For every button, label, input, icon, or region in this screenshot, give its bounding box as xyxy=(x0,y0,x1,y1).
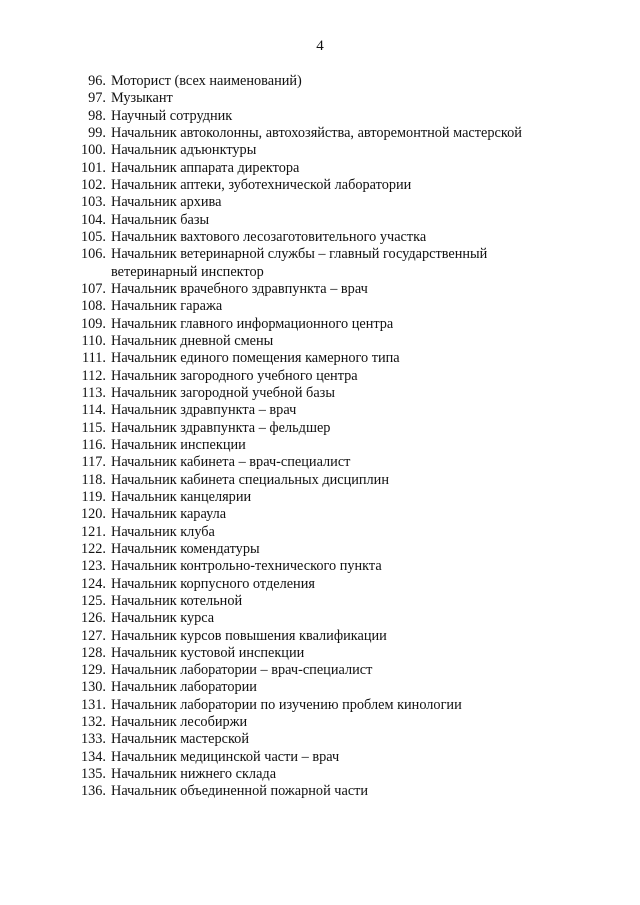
item-text xyxy=(106,229,426,246)
item-text-line: Начальник медицинской части – врач xyxy=(111,748,340,765)
item-number: 114. xyxy=(81,402,106,419)
item-text-line: Начальник загородного учебного центра xyxy=(111,367,358,384)
list-item xyxy=(74,731,614,748)
item-number: 129. xyxy=(80,662,106,679)
item-number: 133. xyxy=(80,731,106,748)
item-number: 132. xyxy=(80,714,106,731)
item-text xyxy=(106,766,276,783)
item-number: 130. xyxy=(80,679,106,696)
list-item xyxy=(74,316,614,333)
item-number: 99. xyxy=(88,124,106,141)
list-item xyxy=(74,229,614,246)
list-item xyxy=(74,73,614,90)
item-text-line: Начальник здравпункта – фельдшер xyxy=(111,419,331,436)
item-text xyxy=(106,541,260,558)
item-text-line: Начальник адъюнктуры xyxy=(111,142,257,159)
item-text xyxy=(106,125,522,142)
item-text xyxy=(106,749,339,766)
item-text-line: Начальник кустовой инспекции xyxy=(111,644,305,661)
list-item xyxy=(74,246,614,281)
item-number: 128. xyxy=(80,644,106,661)
item-text-line: Начальник лаборатории по изучению проблем кинологии xyxy=(111,696,462,713)
item-number: 120. xyxy=(80,506,106,523)
list-item xyxy=(74,679,614,696)
item-text xyxy=(106,610,214,627)
item-number: 103. xyxy=(80,194,106,211)
item-text xyxy=(106,368,358,385)
item-text xyxy=(106,281,368,298)
item-text-line: Начальник врачебного здравпункта – врач xyxy=(111,280,368,297)
list-item xyxy=(74,177,614,194)
item-text xyxy=(106,645,304,662)
item-text-line: Начальник клуба xyxy=(111,523,215,540)
item-number: 117. xyxy=(81,454,106,471)
list-item xyxy=(74,281,614,298)
item-number: 124. xyxy=(80,575,106,592)
list-item xyxy=(74,212,614,229)
list-item xyxy=(74,472,614,489)
item-text-line: Начальник инспекции xyxy=(111,436,246,453)
item-text-line: Начальник автоколонны, автохозяйства, авторемонтной мастерской xyxy=(111,124,522,141)
item-text xyxy=(106,194,221,211)
page-number: 4 xyxy=(316,38,324,54)
list-item xyxy=(74,524,614,541)
position-list xyxy=(74,73,614,801)
item-text-line: Начальник нижнего склада xyxy=(111,766,277,783)
item-text-line: Начальник аптеки, зуботехнической лаборатории xyxy=(111,176,412,193)
item-number: 108. xyxy=(80,298,106,315)
list-item xyxy=(74,628,614,645)
item-text-line: Начальник канцелярии xyxy=(111,488,252,505)
item-text xyxy=(106,731,249,748)
item-text-line: Начальник кабинета специальных дисциплин xyxy=(111,471,389,488)
item-number: 107. xyxy=(80,280,106,297)
list-item xyxy=(74,454,614,471)
item-text-line: Начальник мастерской xyxy=(111,731,249,748)
list-item xyxy=(74,749,614,766)
item-text xyxy=(106,385,335,402)
list-item xyxy=(74,350,614,367)
list-item xyxy=(74,333,614,350)
list-item xyxy=(74,385,614,402)
item-text xyxy=(106,333,273,350)
item-text xyxy=(106,402,296,419)
item-text xyxy=(106,212,209,229)
list-item xyxy=(74,697,614,714)
item-number: 100. xyxy=(80,142,106,159)
list-item xyxy=(74,125,614,142)
item-text-line: Начальник дневной смены xyxy=(111,332,274,349)
item-number: 113. xyxy=(81,384,106,401)
list-item xyxy=(74,714,614,731)
item-text xyxy=(106,160,299,177)
item-text-line: Начальник лаборатории – врач-специалист xyxy=(111,662,373,679)
item-text-line: Начальник лаборатории xyxy=(111,679,257,696)
list-item xyxy=(74,142,614,159)
item-number: 115. xyxy=(81,419,106,436)
item-number: 110. xyxy=(81,332,106,349)
item-number: 96. xyxy=(88,73,106,89)
list-item xyxy=(74,506,614,523)
item-text-line: Начальник главного информационного центра xyxy=(111,315,394,332)
item-number: 135. xyxy=(80,766,106,783)
item-text xyxy=(106,489,251,506)
list-item xyxy=(74,783,614,800)
item-number: 102. xyxy=(80,176,106,193)
item-number: 127. xyxy=(80,627,106,644)
item-text-line: Начальник ветеринарной службы – главный государственный xyxy=(111,246,488,263)
item-text-line: Начальник курса xyxy=(111,610,215,627)
item-number: 121. xyxy=(80,523,106,540)
item-text-line: Начальник гаража xyxy=(111,298,223,315)
item-text-line: Начальник загородной учебной базы xyxy=(111,384,335,401)
item-number: 101. xyxy=(80,159,106,176)
item-number: 109. xyxy=(80,315,106,332)
list-item xyxy=(74,489,614,506)
item-text-line: Начальник вахтового лесозаготовительного участка xyxy=(111,228,427,245)
item-number: 134. xyxy=(80,748,106,765)
list-item xyxy=(74,576,614,593)
item-text-line: Научный сотрудник xyxy=(111,107,233,124)
item-number: 97. xyxy=(88,90,106,107)
item-text xyxy=(106,662,372,679)
item-text xyxy=(106,316,393,333)
item-text xyxy=(106,576,315,593)
item-text xyxy=(106,350,400,367)
item-text xyxy=(106,506,226,523)
item-number: 106. xyxy=(80,246,106,263)
item-number: 105. xyxy=(80,228,106,245)
item-text-line: Начальник корпусного отделения xyxy=(111,575,315,592)
list-item xyxy=(74,662,614,679)
item-number: 116. xyxy=(81,436,106,453)
item-text-line: Начальник кабинета – врач-специалист xyxy=(111,454,351,471)
item-number: 122. xyxy=(80,540,106,557)
list-item xyxy=(74,610,614,627)
item-text-line: Начальник комендатуры xyxy=(111,540,260,557)
item-number: 131. xyxy=(80,696,106,713)
item-text-line: ветеринарный инспектор xyxy=(111,263,264,280)
item-text-line: Начальник курсов повышения квалификации xyxy=(111,627,387,644)
item-text xyxy=(106,454,350,471)
item-text-line: Начальник аппарата директора xyxy=(111,159,300,176)
item-number: 118. xyxy=(81,471,106,488)
item-text-line: Начальник базы xyxy=(111,211,210,228)
item-text-line: Начальник здравпункта – врач xyxy=(111,402,297,419)
item-number: 119. xyxy=(81,488,106,505)
item-text-line: Начальник котельной xyxy=(111,592,243,609)
item-text xyxy=(106,420,330,437)
item-text-line: Начальник караула xyxy=(111,506,227,523)
item-text xyxy=(106,697,462,714)
item-number: 136. xyxy=(80,783,106,800)
item-text xyxy=(106,628,387,645)
item-number: 123. xyxy=(80,558,106,575)
item-text-line: Начальник лесобиржи xyxy=(111,714,248,731)
list-item xyxy=(74,437,614,454)
item-text-line: Начальник архива xyxy=(111,194,222,211)
item-text xyxy=(106,558,382,575)
item-text xyxy=(106,524,215,541)
item-text xyxy=(106,298,222,315)
list-item xyxy=(74,541,614,558)
list-item xyxy=(74,645,614,662)
list-item xyxy=(74,766,614,783)
list-item xyxy=(74,558,614,575)
item-text xyxy=(106,108,232,125)
item-text xyxy=(106,472,389,489)
item-text xyxy=(106,783,368,800)
item-text-line: Начальник объединенной пожарной части xyxy=(111,783,369,800)
item-text xyxy=(106,593,242,610)
item-number: 126. xyxy=(80,610,106,627)
item-text-line: Музыкант xyxy=(111,90,173,107)
item-number: 125. xyxy=(80,592,106,609)
item-text xyxy=(106,142,256,159)
item-number: 104. xyxy=(80,211,106,228)
item-number: 98. xyxy=(88,107,106,124)
item-text-line: Начальник единого помещения камерного типа xyxy=(111,350,400,367)
item-text xyxy=(106,679,257,696)
list-item xyxy=(74,160,614,177)
item-text-line: Моторист (всех наименований) xyxy=(111,73,302,89)
list-item xyxy=(74,593,614,610)
list-item xyxy=(74,108,614,125)
item-text xyxy=(106,73,302,90)
item-text-line: Начальник контрольно-технического пункта xyxy=(111,558,382,575)
item-number: 111. xyxy=(82,350,106,367)
list-item xyxy=(74,90,614,107)
item-text xyxy=(106,177,411,194)
item-text xyxy=(106,437,246,454)
list-item xyxy=(74,368,614,385)
item-text xyxy=(106,90,173,107)
list-item xyxy=(74,298,614,315)
item-number: 112. xyxy=(81,367,106,384)
list-item xyxy=(74,402,614,419)
list-item xyxy=(74,420,614,437)
item-text xyxy=(106,714,247,731)
item-text xyxy=(106,246,487,281)
list-item xyxy=(74,194,614,211)
